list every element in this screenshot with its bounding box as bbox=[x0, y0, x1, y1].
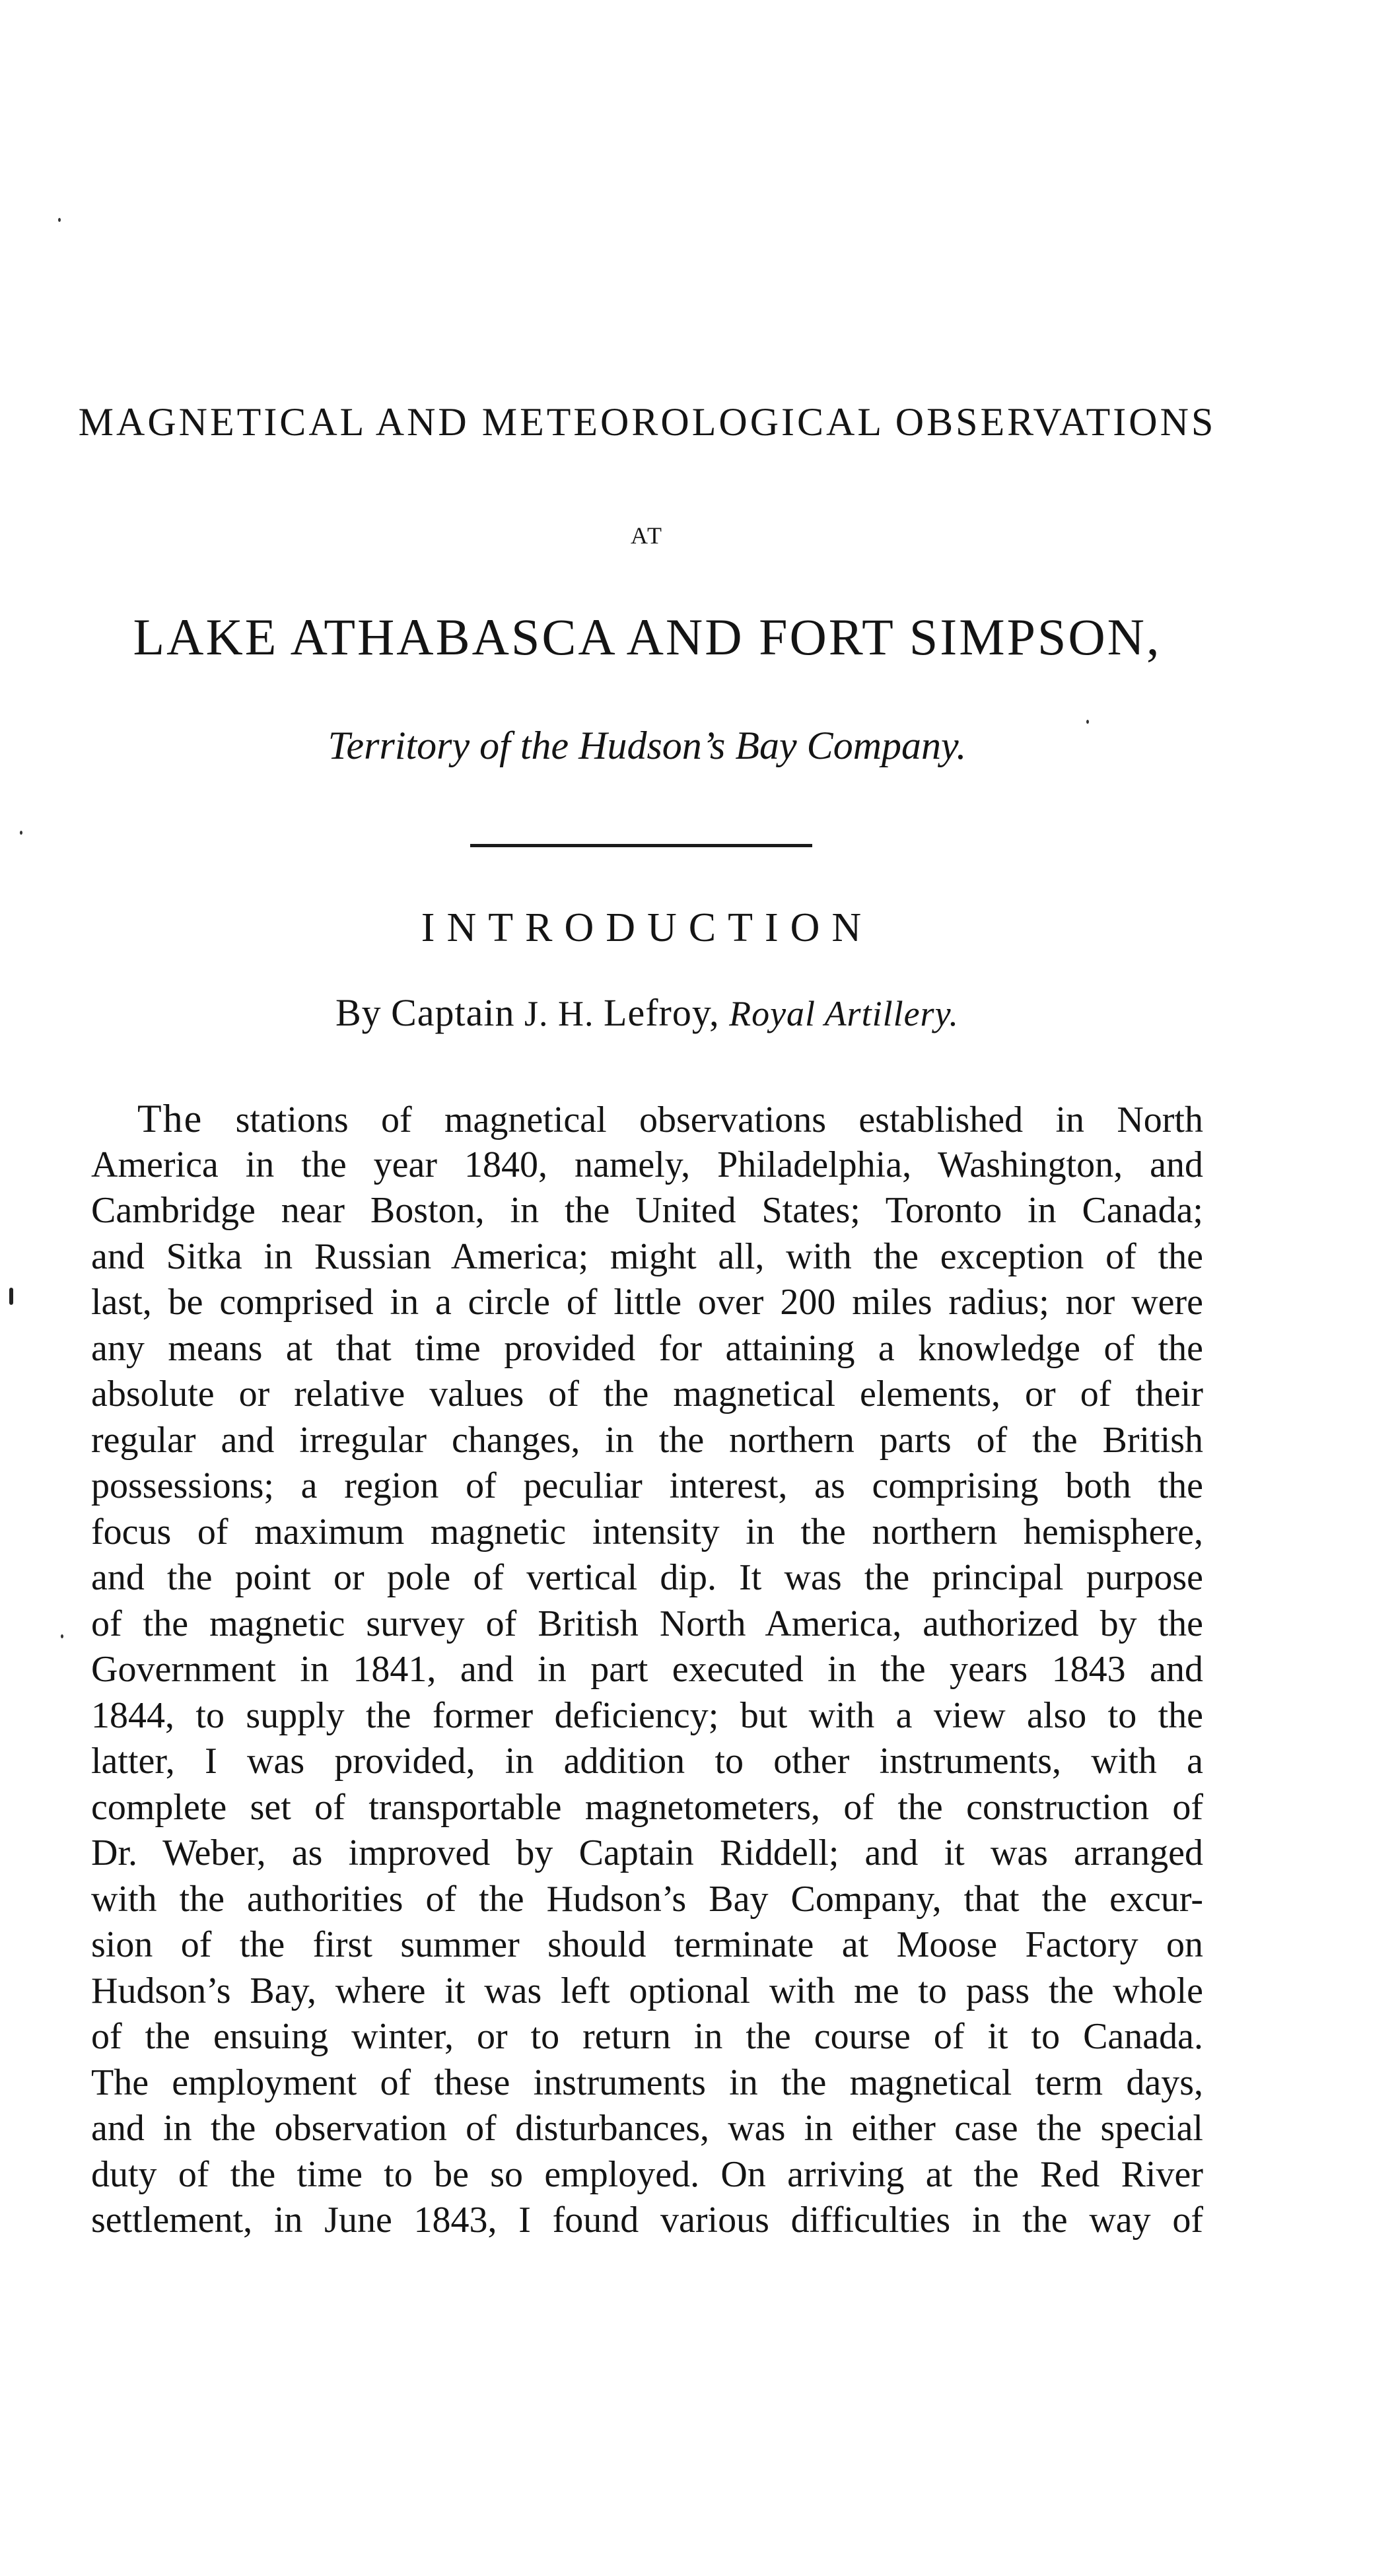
body-line: and Sitka in Russian America; might all, with the exception of the bbox=[91, 1236, 1203, 1277]
body-line: settlement, in June 1843, I found various difficulties in the way of bbox=[91, 2200, 1203, 2241]
body-line: and the point or pole of vertical dip. It was the principal purpose bbox=[91, 1557, 1203, 1598]
body-line-text: stations of magnetical observations established in North bbox=[235, 1099, 1203, 1140]
body-line: with the authorities of the Hudson’s Bay Company, that the excur- bbox=[91, 1878, 1203, 1920]
body-line: of the magnetic survey of British North America, authorized by the bbox=[91, 1603, 1203, 1644]
body-line: Government in 1841, and in part executed in the years 1843 and bbox=[91, 1649, 1203, 1690]
place-title: LAKE ATHABASCA AND FORT SIMPSON, bbox=[133, 608, 1162, 666]
body-line: absolute or relative values of the magnetical elements, or of their bbox=[91, 1374, 1203, 1414]
body-line: of the ensuing winter, or to return in the course of it to Canada. bbox=[91, 2016, 1203, 2057]
body-line: America in the year 1840, namely, Philadelphia, Washington, and bbox=[91, 1144, 1203, 1185]
main-title: MAGNETICAL AND METEOROLOGICAL OBSERVATIONS bbox=[78, 400, 1216, 444]
body-paragraph bbox=[91, 1096, 1203, 2244]
body-line: and in the observation of disturbances, was in either case the special bbox=[91, 2108, 1203, 2149]
body-line: last, be comprised in a circle of little over 200 miles radius; nor were bbox=[91, 1282, 1203, 1323]
scan-speck bbox=[20, 831, 22, 835]
byline-initials: J. H. bbox=[524, 994, 594, 1033]
scan-speck bbox=[58, 218, 61, 222]
body-line: focus of maximum magnetic intensity in the northern hemisphere, bbox=[91, 1511, 1203, 1552]
title-divider-rule bbox=[470, 844, 812, 847]
byline-corps: Royal Artillery. bbox=[729, 994, 960, 1033]
body-line: 1844, to supply the former deficiency; but with a view also to the bbox=[91, 1694, 1203, 1736]
body-line: duty of the time to be so employed. On arriving at the Red River bbox=[91, 2153, 1203, 2195]
at-connector: AT bbox=[631, 522, 664, 549]
byline-by: By bbox=[335, 991, 382, 1034]
body-line: sion of the first summer should terminate at Moose Factory on bbox=[91, 1924, 1203, 1965]
body-line: any means at that time provided for attaining a knowledge of the bbox=[91, 1327, 1203, 1369]
author-byline bbox=[0, 991, 1294, 1035]
byline-name: Lefroy, bbox=[604, 991, 720, 1034]
body-line: Cambridge near Boston, in the United States; Toronto in Canada; bbox=[91, 1190, 1203, 1231]
scan-speck bbox=[61, 1634, 63, 1638]
body-line: Dr. Weber, as improved by Captain Riddell; and it was arranged bbox=[91, 1832, 1203, 1873]
body-line: complete set of transportable magnetometers, of the construction of bbox=[91, 1786, 1203, 1828]
byline-rank: Captain bbox=[391, 991, 515, 1034]
body-line: possessions; a region of peculiar interest, as comprising both the bbox=[91, 1465, 1203, 1506]
introduction-heading: INTRODUCTION bbox=[421, 905, 874, 950]
body-line: regular and irregular changes, in the northern parts of the British bbox=[91, 1419, 1203, 1461]
scan-speck bbox=[9, 1288, 13, 1305]
lead-word: The bbox=[137, 1097, 203, 1140]
body-line: Hudson’s Bay, where it was left optional with me to pass the whole bbox=[91, 1970, 1203, 2011]
scan-speck bbox=[1086, 720, 1089, 724]
body-line: latter, I was provided, in addition to other instruments, with a bbox=[91, 1741, 1203, 1782]
body-line bbox=[91, 1096, 1203, 1142]
body-line: The employment of these instruments in the magnetical term days, bbox=[91, 2062, 1203, 2103]
territory-subtitle: Territory of the Hudson’s Bay Company. bbox=[328, 724, 967, 767]
